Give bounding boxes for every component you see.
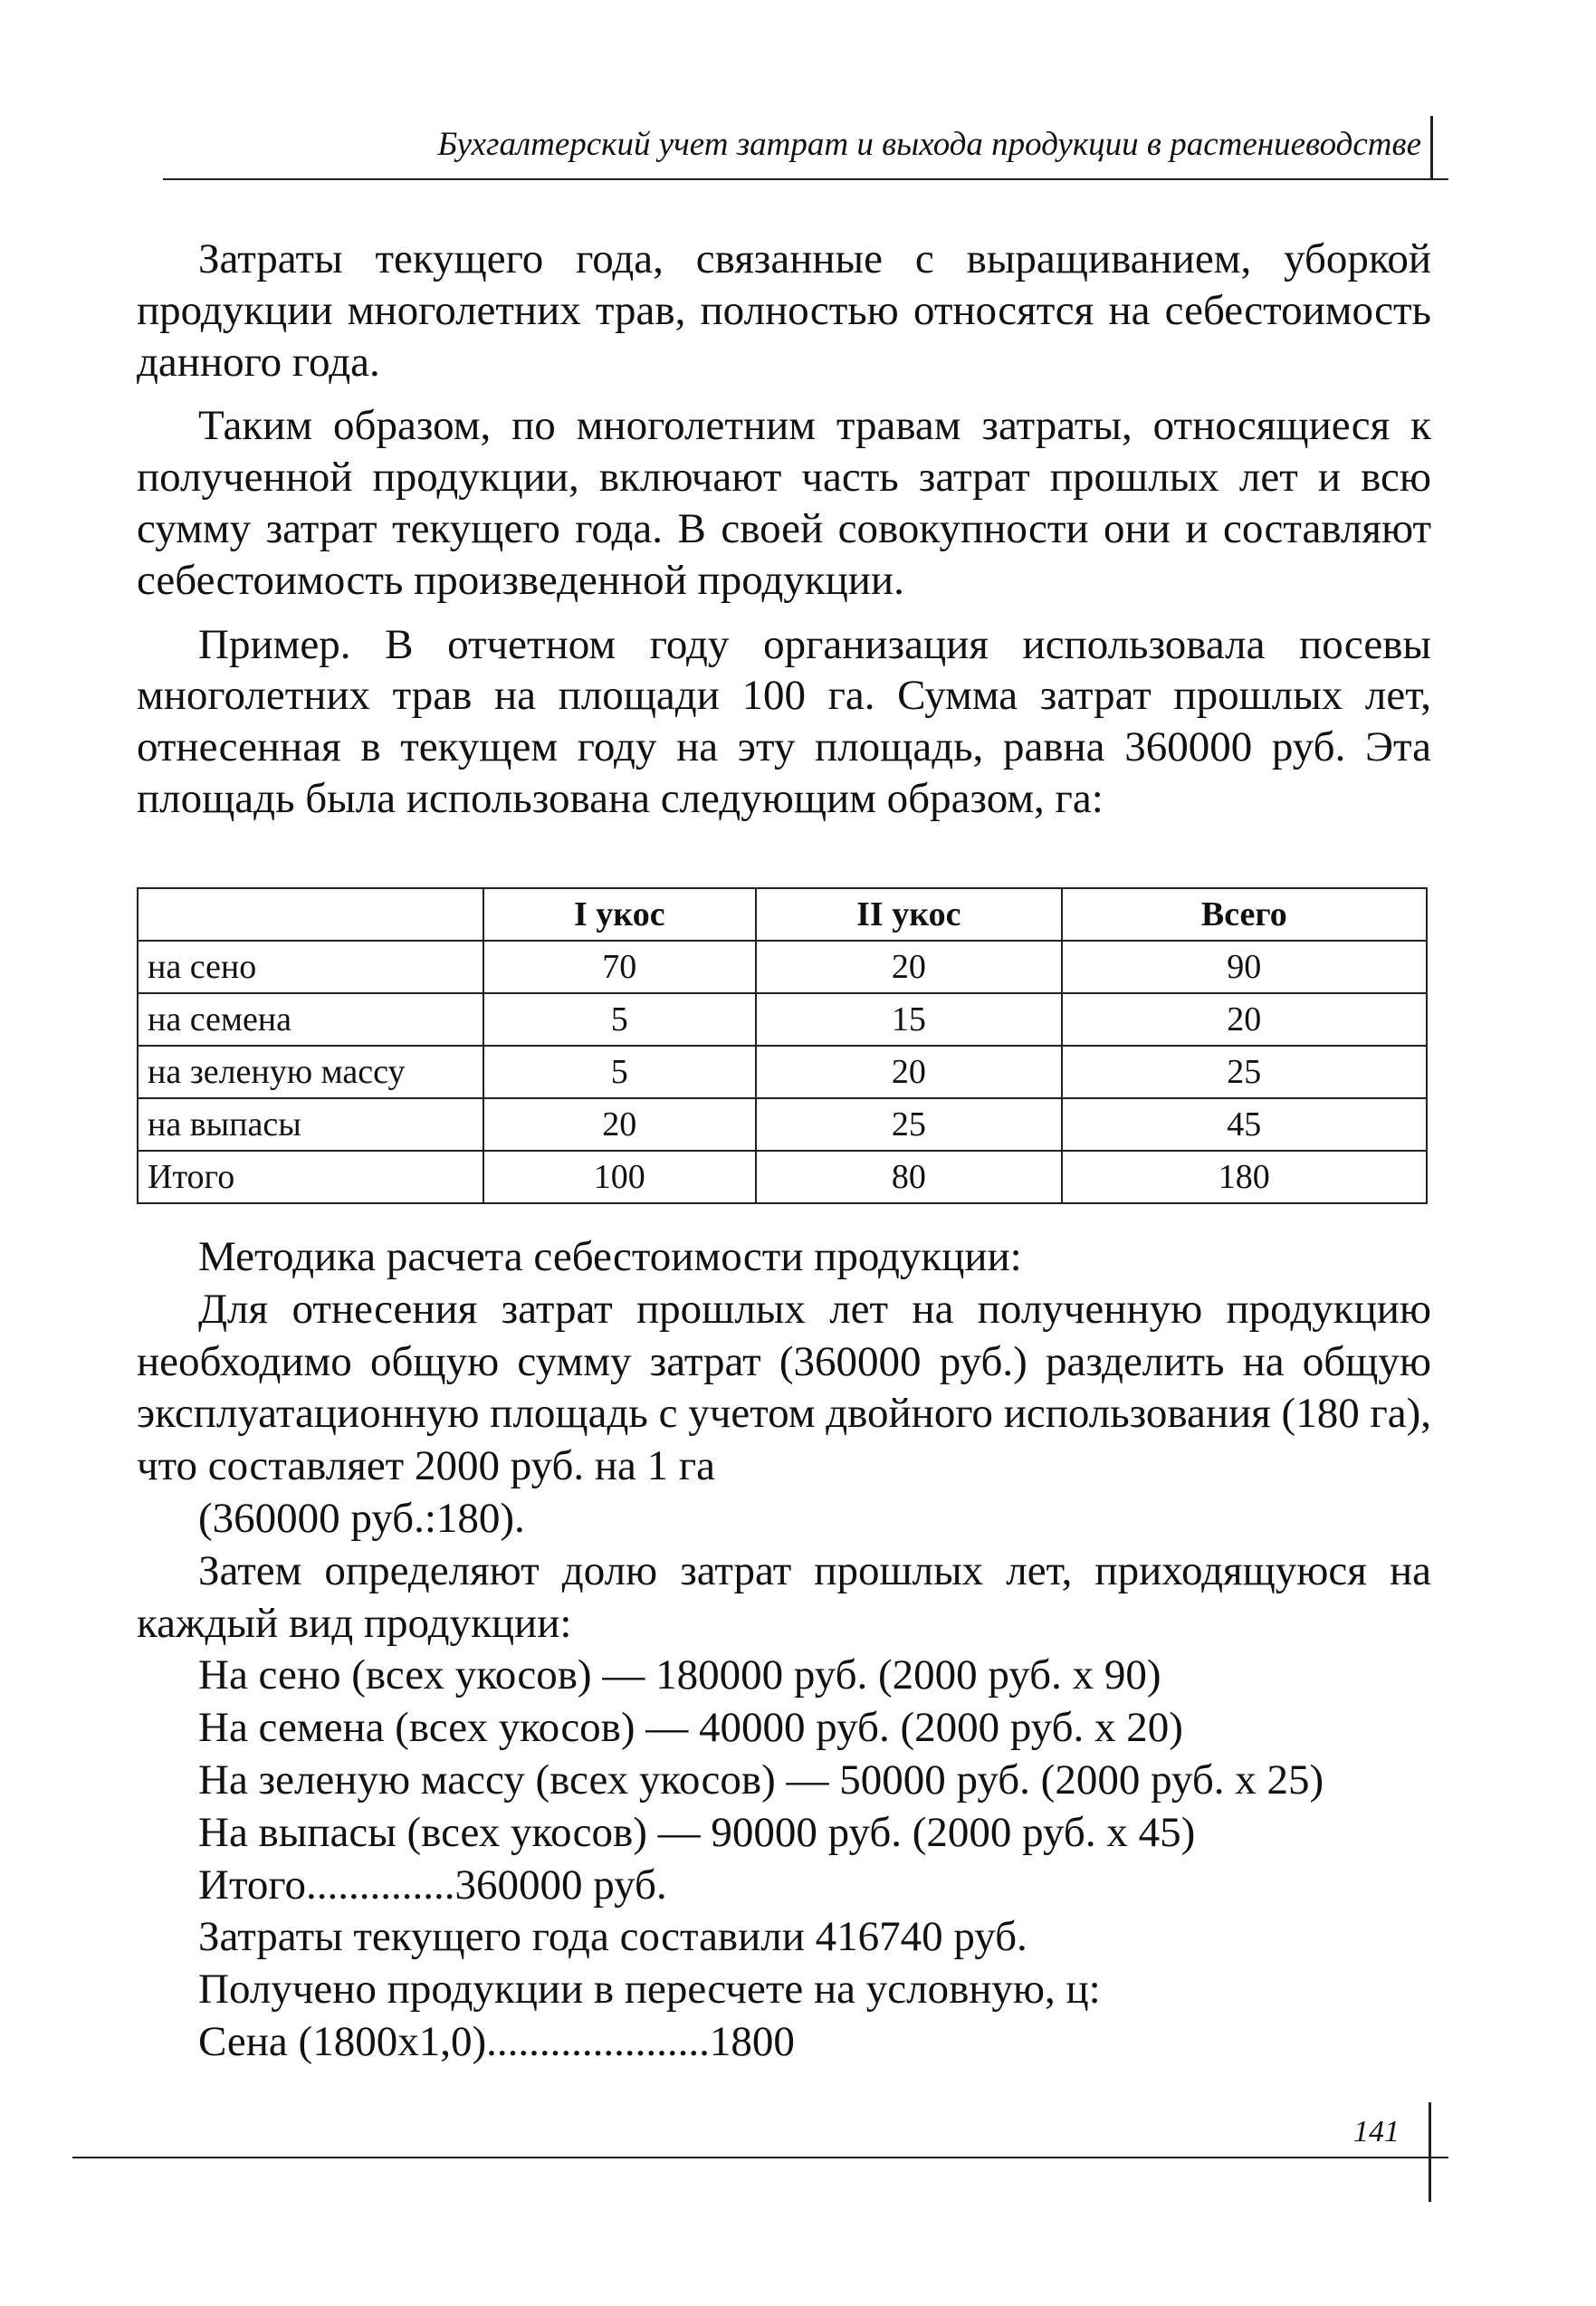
current-costs: Затраты текущего года составили 416740 руб.	[198, 1913, 1027, 1961]
received-products: Получено продукции в пересчете на условную, ц:	[198, 1966, 1101, 2014]
running-header: Бухгалтерский учет затрат и выхода продукции в растениеводстве	[437, 126, 1421, 163]
page-number: 141	[1353, 2115, 1400, 2148]
table-cell: на сено	[138, 941, 483, 993]
paragraph: Затраты текущего года, связанные с выращиванием, уборкой продукции многолетних трав, полностью относятся на себестоимость данного года.	[137, 235, 1431, 386]
cost-item: На зеленую массу (всех укосов) — 50000 руб. (2000 руб. х 25)	[198, 1756, 1324, 1804]
header-rule	[163, 178, 1448, 180]
table-cell: на зеленую массу	[138, 1046, 483, 1098]
usage-table	[137, 887, 1428, 1204]
table-cell: на выпасы	[138, 1098, 483, 1151]
table-row	[138, 1098, 1427, 1151]
table-row	[138, 1151, 1427, 1203]
table-header-row	[138, 888, 1427, 941]
footer-rule	[72, 2157, 1448, 2158]
table-cell: 20	[1062, 993, 1427, 1046]
method-title: Методика расчета себестоимости продукции:	[198, 1233, 1022, 1280]
table-cell: 5	[483, 1046, 757, 1098]
cost-item: На сено (всех укосов) — 180000 руб. (2000 руб. х 90)	[198, 1651, 1161, 1699]
table-cell: 70	[483, 941, 757, 993]
hay-line: Сена (1800х1,0).....................1800	[198, 2017, 795, 2065]
table-cell: 45	[1062, 1098, 1427, 1151]
table-cell: 100	[483, 1151, 757, 1203]
method-paragraph: Затем определяют долю затрат прошлых лет, приходящуюся на каждый вид продукции:	[137, 1546, 1431, 1647]
table-header-cell	[138, 888, 483, 941]
table-cell: 25	[1062, 1046, 1427, 1098]
cost-item: На семена (всех укосов) — 40000 руб. (2000 руб. х 20)	[198, 1704, 1183, 1752]
table-cell: на семена	[138, 993, 483, 1046]
table-cell: 20	[756, 1046, 1061, 1098]
method-section	[137, 1231, 1431, 2069]
table-row	[138, 941, 1427, 993]
table-header-cell: Всего	[1062, 888, 1427, 941]
table-cell: 25	[756, 1098, 1061, 1151]
usage-table-wrap	[137, 887, 1428, 1204]
body-text	[137, 234, 1431, 825]
paragraph: Таким образом, по многолетним травам затраты, относящиеся к полученной продукции, включают часть затрат прошлых лет и всю сумму затрат текущего года. В своей совокупности они и составляют себестоимость произведенной продукции.	[137, 402, 1431, 604]
table-cell: 5	[483, 993, 757, 1046]
cost-total: Итого..............360000 руб.	[198, 1861, 667, 1909]
table-cell: 20	[483, 1098, 757, 1151]
method-paragraph: Для отнесения затрат прошлых лет на полученную продукцию необходимо общую сумму затрат (360000 руб.) разделить на общую эксплуатационную площадь с учетом двойного использования (180 га), что составляет 2000 руб. на 1 га	[137, 1285, 1431, 1490]
paragraph: Пример. В отчетном году организация использовала посевы многолетних трав на площади 100 га. Сумма затрат прошлых лет, отнесенная в текущем году на эту площадь, равна 360000 руб. Эта площадь была использована следующим образом, га:	[137, 620, 1431, 822]
table-cell: 15	[756, 993, 1061, 1046]
footer-tick	[1429, 2102, 1431, 2202]
cost-item: На выпасы (всех укосов) — 90000 руб. (2000 руб. х 45)	[198, 1808, 1196, 1856]
table-cell: 90	[1062, 941, 1427, 993]
table-cell: Итого	[138, 1151, 483, 1203]
table-cell: 180	[1062, 1151, 1427, 1203]
header-tick	[1430, 116, 1433, 179]
table-header-cell: II укос	[756, 888, 1061, 941]
table-header-cell: I укос	[483, 888, 757, 941]
table-cell: 80	[756, 1151, 1061, 1203]
table-cell: 20	[756, 941, 1061, 993]
table-row	[138, 1046, 1427, 1098]
table-row	[138, 993, 1427, 1046]
method-calc: (360000 руб.:180).	[198, 1494, 525, 1542]
